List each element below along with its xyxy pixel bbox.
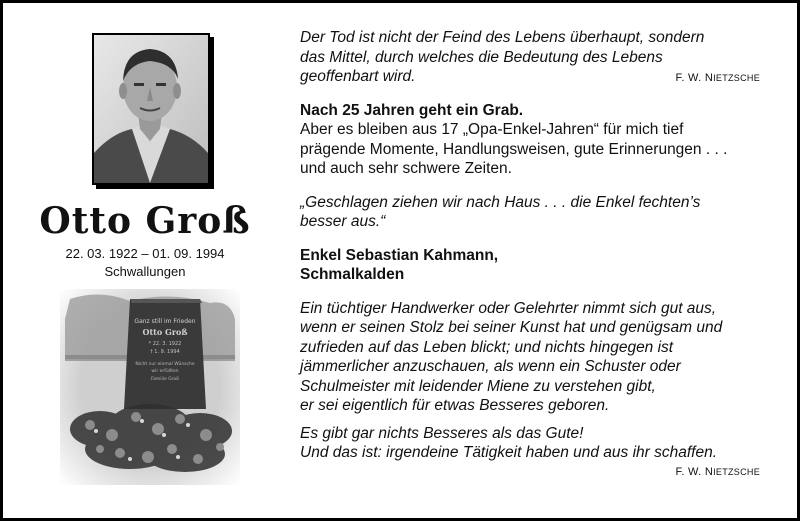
life-dates: 22. 03. 1922 – 01. 09. 1994 [65,246,225,261]
quote2-line-2: besser aus.“ [300,213,386,230]
quote4-author [300,463,760,483]
gravestone-image [60,289,240,485]
quote1-line-3 [300,67,760,87]
quote4-line-2: Und das ist: irgendeine Tätigkeit haben und aus ihr schaffen. [300,444,718,461]
grab-line-1: Aber es bleiben aus 17 „Opa-Enkel-Jahren“ für mich tief [300,121,684,138]
portrait-photo [92,33,210,185]
portrait-image [92,33,210,185]
quote1-author-initials: F. W. N [675,72,714,84]
quote1-line-1: Der Tod ist nicht der Feind des Lebens überhaupt, sondern [300,29,705,46]
quote4-author-rest: IETZSCHE [713,466,760,477]
quote3-line-3: zufrieden auf das Leben blickt; und nichts hingegen ist [300,338,674,356]
stone-line-2: Otto Groß [142,327,188,337]
quote4-author-initials: F. W. N [675,465,714,478]
quote-handwerker [300,299,760,416]
quote1-line-3-text: geoffenbart wird. [300,68,416,85]
deceased-name: Otto Groß [39,200,251,242]
grab-heading: Nach 25 Jahren geht ein Grab. [300,101,524,119]
grab-line-2: prägende Momente, Handlungsweisen, gute Erinnerungen . . . [300,140,728,158]
quote3-line-6: er sei eigentlich für etwas Besseres geboren. [300,397,610,414]
quote1-line-2: das Mittel, durch welches die Bedeutung des Lebens [300,48,663,66]
hometown: Schwallungen [104,264,186,279]
left-column [0,0,290,515]
stone-line-5: Nicht nur einmal Wünsche [135,362,195,367]
signer-line-1: Enkel Sebastian Kahmann, [300,246,499,264]
quote-enkel [300,193,760,232]
quote3-line-2: wenn er seinen Stolz bei seiner Kunst hat und genügsam und [300,319,723,336]
signer-block [300,246,760,285]
text-column [300,28,760,482]
stone-line-4: † 1. 9. 1994 [150,349,180,355]
signer-line-2: Schmalkalden [300,266,405,283]
quote1-author [676,69,760,89]
quote3-line-4: jämmerlicher anzuschauen, als wenn ein Schuster oder [300,358,681,375]
stone-line-6: wir erfüllten [151,369,179,374]
quote-gute [300,424,760,483]
stone-line-1: Ganz still im Frieden [134,318,196,325]
quote3-line-1: Ein tüchtiger Handwerker oder Gelehrter nimmt sich gut aus, [300,299,717,317]
quote1-author-rest: IETZSCHE [713,73,760,83]
stone-line-7: Familie Groß [150,377,180,382]
quote-nietzsche-death [300,28,760,87]
grab-paragraph [300,101,760,179]
stone-line-3: * 22. 3. 1922 [148,341,182,347]
quote3-line-5: Schulmeister mit leidender Miene zu verstehen gibt, [300,377,656,395]
quote4-line-1: Es gibt gar nichts Besseres als das Gute! [300,424,584,442]
quote2-line-1: „Geschlagen ziehen wir nach Haus . . . die Enkel fechten’s [300,193,701,211]
grab-line-3: und auch sehr schwere Zeiten. [300,160,512,177]
gravestone-photo [60,289,240,485]
